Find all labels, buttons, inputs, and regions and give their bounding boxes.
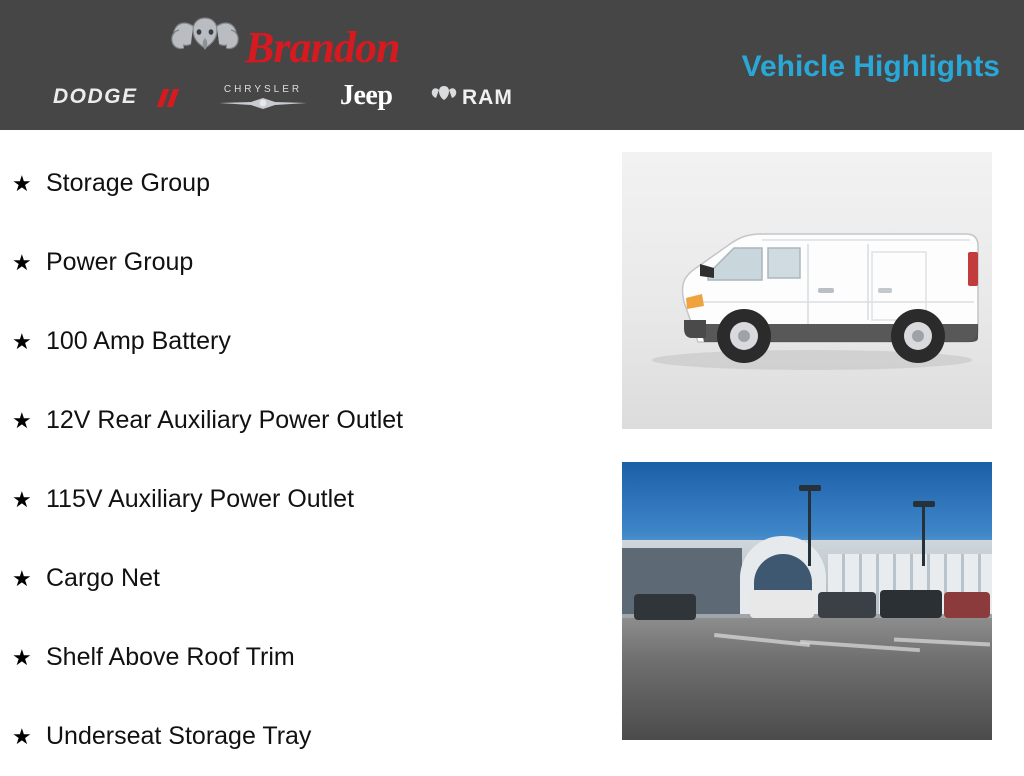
parked-vehicle xyxy=(750,590,814,618)
parked-vehicle xyxy=(880,590,942,618)
star-bullet-icon: ★ xyxy=(12,644,32,670)
chrysler-wings-icon xyxy=(203,96,323,110)
star-bullet-icon: ★ xyxy=(12,565,32,591)
feature-label: 100 Amp Battery xyxy=(46,327,231,355)
list-item xyxy=(0,144,600,223)
list-item xyxy=(0,302,600,381)
dealership-photo xyxy=(622,462,992,740)
ram-logo-icon xyxy=(165,10,245,72)
dealer-name: Brandon xyxy=(245,23,400,72)
page-title: Vehicle Highlights xyxy=(741,50,1000,83)
light-pole xyxy=(808,490,811,566)
list-item xyxy=(0,460,600,539)
star-bullet-icon: ★ xyxy=(12,170,32,196)
list-item xyxy=(0,223,600,302)
ram-wordmark: RAM xyxy=(462,86,513,109)
dealer-branding xyxy=(45,8,535,122)
ram-brand-logo xyxy=(430,83,540,113)
star-bullet-icon: ★ xyxy=(12,723,32,749)
list-item xyxy=(0,381,600,460)
star-bullet-icon: ★ xyxy=(12,249,32,275)
feature-label: Power Group xyxy=(46,248,194,276)
star-bullet-icon: ★ xyxy=(12,407,32,433)
brand-logo-row xyxy=(45,80,535,120)
ram-head-icon xyxy=(430,83,458,109)
feature-label: Cargo Net xyxy=(46,564,160,592)
list-item xyxy=(0,539,600,618)
vehicle-photo xyxy=(622,152,992,429)
parked-vehicle xyxy=(944,592,990,618)
dodge-slash-icon xyxy=(160,89,186,107)
parked-vehicle xyxy=(818,592,876,618)
star-bullet-icon: ★ xyxy=(12,486,32,512)
light-pole xyxy=(922,506,925,566)
feature-label: Storage Group xyxy=(46,169,210,197)
chrysler-wordmark: CHRYSLER xyxy=(223,84,303,95)
star-bullet-icon: ★ xyxy=(12,328,32,354)
feature-label: 115V Auxiliary Power Outlet xyxy=(46,485,355,513)
jeep-logo: Jeep xyxy=(340,80,393,111)
parked-vehicle xyxy=(634,594,696,620)
page-header xyxy=(0,0,1024,130)
list-item xyxy=(0,618,600,697)
van-illustration xyxy=(622,152,992,429)
dodge-logo: DODGE xyxy=(53,85,138,108)
feature-label: Shelf Above Roof Trim xyxy=(46,643,295,671)
list-item xyxy=(0,697,600,776)
feature-label: 12V Rear Auxiliary Power Outlet xyxy=(46,406,404,434)
feature-label: Underseat Storage Tray xyxy=(46,722,312,750)
parking-lot xyxy=(622,618,992,740)
vehicle-highlights-list xyxy=(0,130,600,768)
chrysler-logo xyxy=(203,84,323,116)
